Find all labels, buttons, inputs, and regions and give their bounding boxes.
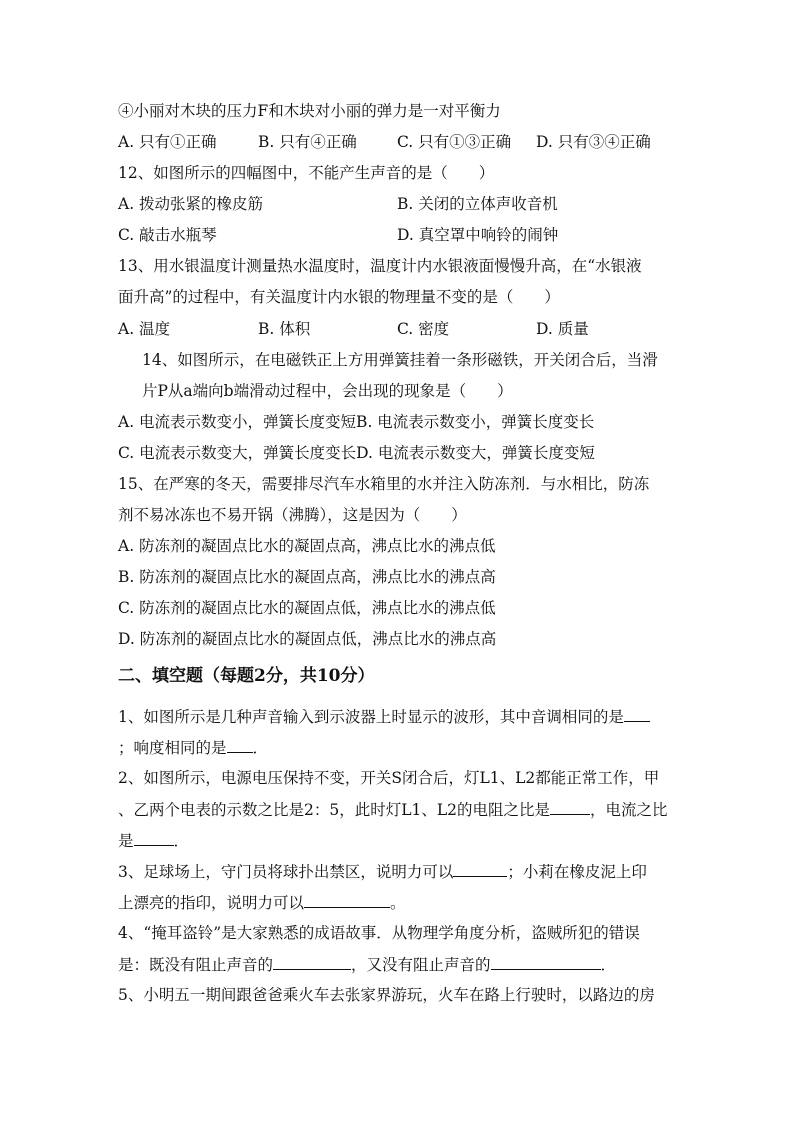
q12-option-b[interactable]: B. 关闭的立体声收音机 (397, 195, 558, 213)
q11-statement-4: ④小丽对木块的压力F和木块对小丽的弹力是一对平衡力 (118, 102, 501, 120)
fill-q3-text2: ；小莉在橡皮泥上印 (507, 863, 647, 881)
fill-q2-text3: 是 (118, 832, 134, 850)
q12-stem: 12、如图所示的四幅图中，不能产生声音的是（ ） (118, 164, 495, 182)
fill-q2-text1: 、乙两个电表的示数之比是2：5，此时灯L1、L2的电阻之比是 (118, 801, 551, 819)
fill-q1-text2: ；响度相同的是 (118, 739, 227, 757)
fill-q3-blank2[interactable] (304, 891, 390, 908)
fill-q3-text1: 3、足球场上，守门员将球扑出禁区，说明力可以 (118, 863, 454, 881)
q14-stem-line2: 片P从a端向b端滑动过程中，会出现的现象是（ ） (142, 382, 513, 400)
q15-option-d[interactable]: D. 防冻剂的凝固点比水的凝固点低，沸点比水的沸点高 (118, 630, 497, 648)
fill-q1-text3: ． (252, 739, 269, 757)
fill-q3-text3: 上漂亮的指印，说明力可以 (118, 894, 305, 912)
fill-q3-text4: 。 (390, 894, 406, 912)
q15-stem-line2: 剂不易冰冻也不易开锅（沸腾），这是因为（ ） (118, 506, 467, 524)
fill-q5-line1: 5、小明五一期间跟爸爸乘火车去张家界游玩，火车在路上行驶时，以路边的房 (118, 986, 655, 1004)
fill-q4-line1: 4、“掩耳盗铃”是大家熟悉的成语故事．从物理学角度分析，盗贼所犯的错误 (118, 924, 640, 942)
q13-option-a[interactable]: A. 温度 (118, 320, 171, 338)
q13-option-b[interactable]: B. 体积 (258, 320, 311, 338)
fill-q4-text1: 是：既没有阻止声音的 (118, 956, 274, 974)
q15-option-a[interactable]: A. 防冻剂的凝固点比水的凝固点高，沸点比水的沸点低 (118, 537, 496, 555)
fill-q1-blank1[interactable] (624, 705, 650, 722)
q13-option-c[interactable]: C. 密度 (397, 320, 450, 338)
fill-q3-line2 (118, 891, 406, 914)
fill-q4-text2: ，又没有阻止声音的 (351, 956, 491, 974)
fill-q2-line1: 2、如图所示，电源电压保持不变，开关S闭合后，灯L1、L2都能正常工作，甲 (118, 769, 660, 787)
q13-stem-line2: 面升高”的过程中，有关温度计内水银的物理量不变的是（ ） (118, 288, 560, 306)
fill-q4-blank2[interactable] (491, 953, 601, 970)
q11-option-c[interactable]: C. 只有①③正确 (397, 133, 512, 151)
q15-stem-line1: 15、在严寒的冬天，需要排尽汽车水箱里的水并注入防冻剂．与水相比，防冻 (118, 475, 650, 493)
q11-option-a[interactable]: A. 只有①正确 (118, 133, 217, 151)
fill-q1-line1 (118, 705, 650, 728)
q15-option-b[interactable]: B. 防冻剂的凝固点比水的凝固点高，沸点比水的沸点高 (118, 568, 496, 586)
fill-q2-line2 (118, 798, 668, 821)
fill-q2-line3 (118, 829, 189, 852)
q14-options-line2[interactable]: C. 电流表示数变大，弹簧长度变长D. 电流表示数变大，弹簧长度变短 (118, 444, 595, 462)
fill-q4-line2 (118, 953, 616, 976)
fill-q4-text3: ． (600, 956, 617, 974)
q13-option-d[interactable]: D. 质量 (536, 320, 589, 338)
q14-options-line1[interactable]: A. 电流表示数变小，弹簧长度变短B. 电流表示数变小，弹簧长度变长 (118, 413, 595, 431)
section-heading-fill-in: 二、填空题（每题2分，共10分） (118, 666, 375, 686)
q12-option-a[interactable]: A. 拨动张紧的橡皮筋 (118, 195, 264, 213)
q11-option-d[interactable]: D. 只有③④正确 (536, 133, 651, 151)
fill-q2-blank1[interactable] (550, 798, 590, 815)
fill-q2-text4: ． (173, 832, 190, 850)
fill-q4-blank1[interactable] (273, 953, 351, 970)
q12-option-d[interactable]: D. 真空罩中响铃的闹钟 (397, 226, 559, 244)
q11-option-b[interactable]: B. 只有④正确 (258, 133, 357, 151)
fill-q2-text2: ，电流之比 (590, 801, 668, 819)
fill-q3-blank1[interactable] (453, 860, 507, 877)
q14-stem-line1: 14、如图所示，在电磁铁正上方用弹簧挂着一条形磁铁，开关闭合后，当滑 (142, 351, 658, 369)
q12-option-c[interactable]: C. 敲击水瓶琴 (118, 226, 217, 244)
fill-q3-line1 (118, 860, 647, 883)
q15-option-c[interactable]: C. 防冻剂的凝固点比水的凝固点低，沸点比水的沸点低 (118, 599, 496, 617)
fill-q1-line2 (118, 736, 268, 759)
q13-stem-line1: 13、用水银温度计测量热水温度时，温度计内水银液面慢慢升高，在“水银液 (118, 257, 642, 275)
fill-q1-blank2[interactable] (227, 736, 253, 753)
fill-q2-blank2[interactable] (134, 829, 174, 846)
fill-q1-text1: 1、如图所示是几种声音输入到示波器上时显示的波形，其中音调相同的是 (118, 708, 624, 726)
